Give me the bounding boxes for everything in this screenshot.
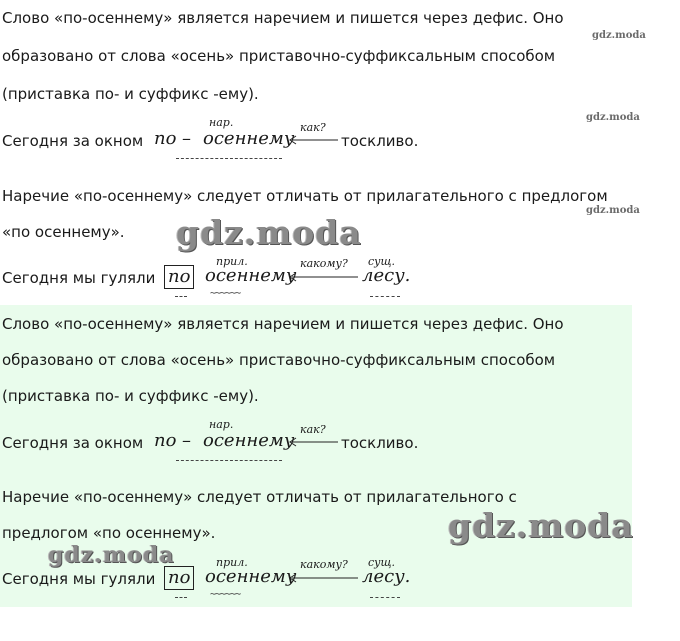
paragraph-line: (приставка по- и суффикс -ему). [2,387,259,405]
example-word-po: по [154,430,177,451]
example-word-po: по [154,128,177,149]
watermark-logo: gdz.moda [586,205,640,216]
example-word-adjective: осеннему [205,265,297,286]
question-arrow [288,438,338,446]
example-word-osennemu: осеннему [203,430,295,451]
adverbial-underline [175,296,187,297]
watermark-logo: gdz.moda [448,506,634,545]
watermark-logo: gdz.moda [592,30,646,41]
question-label: как? [300,121,326,134]
attribute-wavy-underline: ∼∼∼∼∼∼ [210,288,241,299]
part-of-speech-label: нар. [209,418,234,431]
adverbial-underline [176,158,282,159]
paragraph-line: образовано от слова «осень» приставочно-суффиксальным способом [2,47,556,65]
example-dash: – [182,430,191,451]
preposition-box: по [164,566,194,590]
example-word-adjective: осеннему [205,566,297,587]
adverbial-underline [370,296,400,297]
part-of-speech-label: сущ. [368,255,396,268]
example-suffix: тоскливо. [341,132,419,150]
example-prefix: Сегодня за окном [2,434,144,452]
adverbial-underline [370,597,400,598]
adverbial-underline [175,597,187,598]
watermark-logo: gdz.moda [48,542,175,568]
example-dash: – [182,128,191,149]
part-of-speech-label: сущ. [368,556,396,569]
question-label: какому? [300,257,348,270]
example-word-noun: лесу. [362,566,411,587]
preposition-box: по [164,265,194,289]
question-label: как? [300,423,326,436]
paragraph-line: предлогом «по осеннему». [2,524,216,542]
paragraph-line: Слово «по-осеннему» является наречием и пишется через дефис. Оно [2,9,564,27]
watermark-logo: gdz.moda [176,213,362,252]
example-prefix: Сегодня за окном [2,132,144,150]
paragraph-line: образовано от слова «осень» приставочно-суффиксальным способом [2,351,556,369]
part-of-speech-label: прил. [216,255,248,268]
question-arrow [288,273,358,281]
paragraph-line: Слово «по-осеннему» является наречием и пишется через дефис. Оно [2,315,564,333]
paragraph-line: Наречие «по-осеннему» следует отличать от прилагательного с предлогом [2,187,608,205]
example-prefix: Сегодня мы гуляли [2,570,156,588]
attribute-wavy-underline: ∼∼∼∼∼∼ [210,589,241,600]
paragraph-line: (приставка по- и суффикс -ему). [2,85,259,103]
paragraph-line: Наречие «по-осеннему» следует отличать от прилагательного с [2,488,517,506]
example-suffix: тоскливо. [341,434,419,452]
example-prefix: Сегодня мы гуляли [2,269,156,287]
paragraph-line: «по осеннему». [2,223,125,241]
question-arrow [288,574,358,582]
part-of-speech-label: прил. [216,556,248,569]
example-word-osennemu: осеннему [203,128,295,149]
adverbial-underline [176,460,282,461]
example-word-noun: лесу. [362,265,411,286]
watermark-logo: gdz.moda [586,112,640,123]
question-label: какому? [300,558,348,571]
question-arrow [288,136,338,144]
part-of-speech-label: нар. [209,116,234,129]
